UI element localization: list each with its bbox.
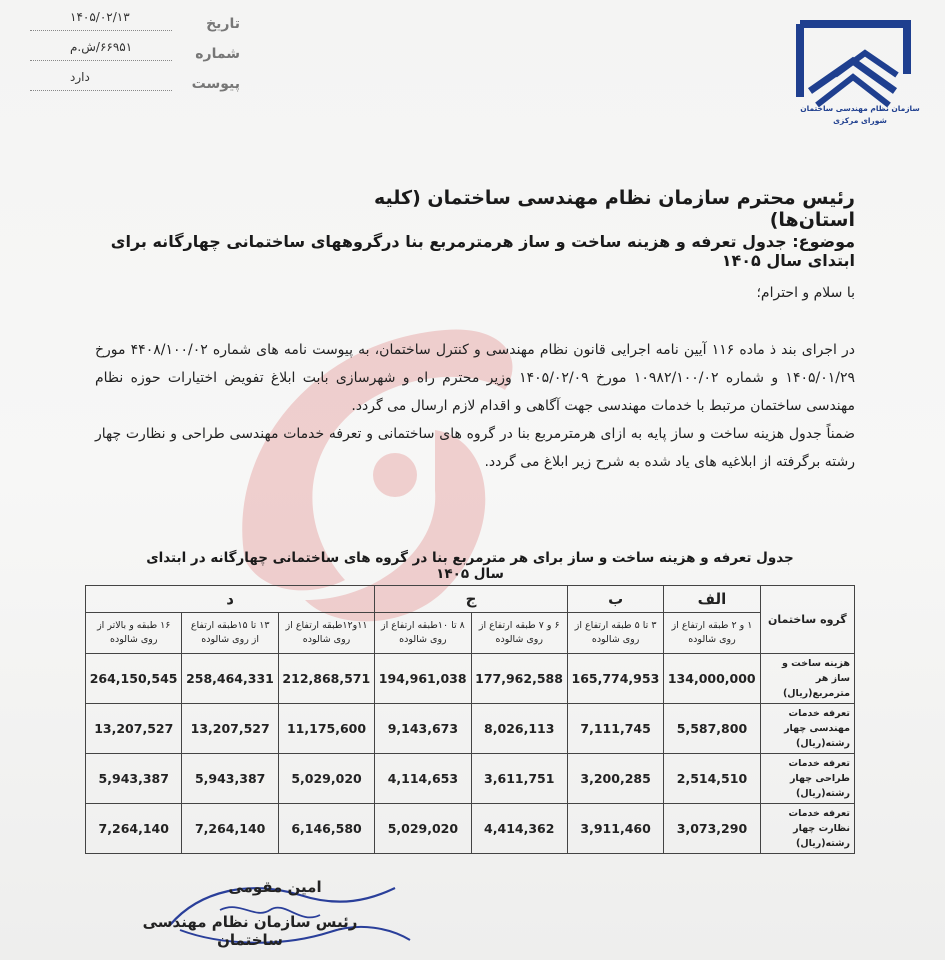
subheader-cell: ۱۳ تا ۱۵طبقه ارتفاع از روی شالوده	[182, 613, 278, 654]
body-paragraph-1: در اجرای بند ذ ماده ۱۱۶ آیین نامه اجرایی قانون نظام مهندسی و کنترل ساختمان، به پیوست نامه های شماره ۴۴۰۸/۱۰۰/۰۲ مورخ ۱۴۰۵/۰۱/۲۹ و شماره ۱۰۹۸۲/۱۰۰/۰۲ مورخ ۱۴۰۵/۰۲/۰۹ وزیر محترم راه و شهرسازی بابت ابلاغ تفویض اختیارات حوزه نظام مهندسی ساختمان مرتبط با خدمات مهندسی جهت آگاهی و اقدام لازم ارسال می گردد.	[95, 342, 856, 414]
row-label: تعرفه خدمات نظارت چهار رشته(ریال)	[760, 804, 854, 854]
greeting: با سلام و احترام؛	[756, 285, 855, 301]
group-header-jim: ج	[375, 586, 568, 613]
table-cell: 3,200,285	[567, 754, 663, 804]
subheader-cell: ۱ و ۲ طبقه ارتفاع از روی شالوده	[664, 613, 760, 654]
table-cell: 6,146,580	[278, 804, 374, 854]
group-header-dal: د	[86, 586, 375, 613]
table-cell: 7,111,745	[567, 704, 663, 754]
table-cell: 9,143,673	[375, 704, 471, 754]
number-value: ۶۶۹۵۱/ش.م	[30, 40, 172, 61]
attachment-label: پیوست	[191, 76, 240, 92]
table-cell: 165,774,953	[567, 654, 663, 704]
subheader-cell: ۱۶ طبقه و بالاتر از روی شالوده	[86, 613, 182, 654]
group-header-alef: الف	[664, 586, 760, 613]
table-cell: 3,911,460	[567, 804, 663, 854]
table-cell: 5,943,387	[182, 754, 278, 804]
table-cell: 5,943,387	[86, 754, 182, 804]
body-paragraph-2: ضمناً جدول هزینه ساخت و ساز پایه به ازای هرمترمربع بنا در گروه های ساختمانی و تعرفه خدمات مهندسی طراحی و نظارت چهار رشته برگرفته از ابلاغیه های یاد شده به شرح زیر ابلاغ می گردد.	[95, 426, 855, 470]
subheader-cell: ۱۱و۱۲طبقه ارتفاع از روی شالوده	[278, 613, 374, 654]
logo-subcaption: شورای مرکزی	[833, 116, 887, 125]
date-row	[30, 8, 240, 38]
table-cell: 5,029,020	[375, 804, 471, 854]
table-cell: 4,114,653	[375, 754, 471, 804]
table-row	[86, 704, 855, 754]
attachment-value: دارد	[30, 70, 172, 91]
group-header-be: ب	[567, 586, 663, 613]
table-cell: 2,514,510	[664, 754, 760, 804]
date-value: ۱۴۰۵/۰۲/۱۳	[30, 10, 172, 31]
table-cell: 13,207,527	[86, 704, 182, 754]
table-cell: 194,961,038	[375, 654, 471, 704]
letter-body	[95, 336, 855, 476]
signer-name: امین مقومی	[228, 878, 322, 896]
subheader-row	[86, 613, 855, 654]
table-row	[86, 654, 855, 704]
table-cell: 7,264,140	[86, 804, 182, 854]
table-cell: 11,175,600	[278, 704, 374, 754]
row-label: تعرفه خدمات مهندسی چهار رشته(ریال)	[760, 704, 854, 754]
table-cell: 3,073,290	[664, 804, 760, 854]
row-label: تعرفه خدمات طراحی چهار رشته(ریال)	[760, 754, 854, 804]
fee-table	[85, 585, 855, 854]
table-cell: 8,026,113	[471, 704, 567, 754]
table-cell: 177,962,588	[471, 654, 567, 704]
letter-meta	[30, 8, 240, 98]
table-cell: 134,000,000	[664, 654, 760, 704]
table-cell: 212,868,571	[278, 654, 374, 704]
table-cell: 7,264,140	[182, 804, 278, 854]
signer-title: رئیس سازمان نظام مهندسی ساختمان	[142, 913, 358, 949]
date-label: تاریخ	[206, 16, 240, 32]
table-cell: 258,464,331	[182, 654, 278, 704]
table-title: جدول تعرفه و هزینه ساخت و ساز برای هر مترمربع بنا در گروه های ساختمانی چهارگانه در ابتدای سال ۱۴۰۵	[146, 550, 794, 582]
logo-caption: سازمان نظام مهندسی ساختمان	[800, 104, 920, 113]
organization-logo-icon	[795, 4, 925, 134]
table-row	[86, 804, 855, 854]
table-cell: 4,414,362	[471, 804, 567, 854]
row-label: هزینه ساخت و ساز هر مترمربع(ریال)	[760, 654, 854, 704]
table-cell: 3,611,751	[471, 754, 567, 804]
subheader-cell: ۳ تا ۵ طبقه ارتفاع از روی شالوده	[567, 613, 663, 654]
subheader-cell: ۶ و ۷ طبقه ارتفاع از روی شالوده	[471, 613, 567, 654]
table-cell: 5,587,800	[664, 704, 760, 754]
table-cell: 5,029,020	[278, 754, 374, 804]
table-row	[86, 754, 855, 804]
attachment-row	[30, 68, 240, 98]
table-cell: 264,150,545	[86, 654, 182, 704]
number-row	[30, 38, 240, 68]
group-header-row	[86, 586, 855, 613]
corner-header: گروه ساختمان	[760, 586, 854, 654]
subject-line: موضوع: جدول تعرفه و هزینه ساخت و ساز هرمترمربع بنا درگروههای ساختمانی چهارگانه برای ابتدای سال ۱۴۰۵	[110, 232, 855, 270]
number-label: شماره	[195, 46, 240, 62]
addressee: رئیس محترم سازمان نظام مهندسی ساختمان (کلیه استان‌ها)	[374, 187, 855, 231]
subheader-cell: ۸ تا ۱۰طبقه ارتفاع از روی شالوده	[375, 613, 471, 654]
table-cell: 13,207,527	[182, 704, 278, 754]
